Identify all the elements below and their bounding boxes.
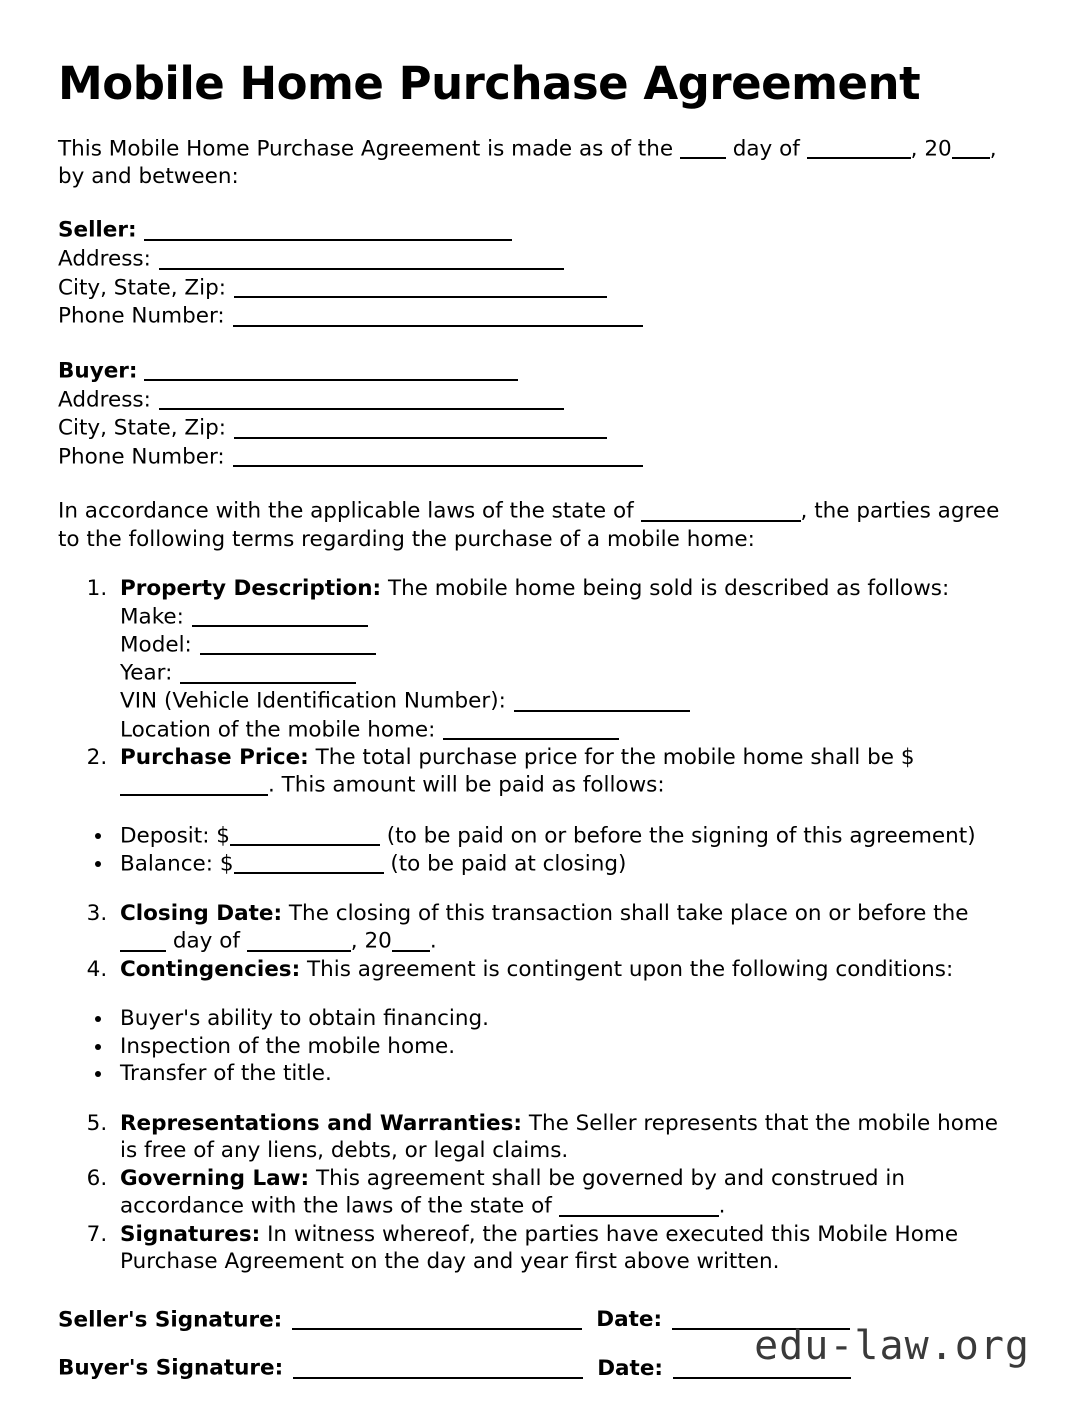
buyer-city-row [58, 414, 1013, 443]
make-label: Make: [120, 604, 184, 630]
list-item-financing: • Buyer's ability to obtain financing. [114, 1005, 1013, 1033]
contingency-bullets [58, 1005, 1013, 1088]
term-text-governing-after: . [718, 1194, 726, 1220]
term-title-purchase-price: Purchase Price: [120, 744, 309, 770]
intro-paragraph [58, 135, 1013, 191]
buyer-signature-label: Buyer's Signature: [58, 1355, 284, 1381]
buyer-address-blank[interactable] [159, 386, 564, 411]
seller-city-label: City, State, Zip: [58, 275, 226, 301]
seller-name-row [58, 216, 1013, 245]
term-item-property-description [114, 575, 1013, 744]
term-text-representations: The Seller represents that the mobile home is free of any liens, debts, or legal claims. [120, 1110, 999, 1164]
year-blank[interactable] [180, 659, 356, 684]
buyer-phone-blank[interactable] [233, 443, 643, 468]
terms-list [58, 575, 1013, 799]
intro-day-blank [680, 135, 726, 160]
term-title-contingencies: Contingencies: [120, 956, 301, 982]
seller-date-label: Date: [596, 1307, 663, 1333]
terms-list-continued-b [58, 1110, 1013, 1276]
seller-signature-blank[interactable] [292, 1306, 582, 1331]
list-item-title-transfer: • Transfer of the title. [114, 1060, 1013, 1088]
accordance-state-blank[interactable] [641, 497, 801, 522]
seller-phone-label: Phone Number: [58, 303, 225, 329]
seller-phone-row [58, 302, 1013, 331]
vin-row [120, 687, 1013, 715]
closing-month-blank[interactable] [247, 927, 351, 952]
vin-label: VIN (Vehicle Identification Number): [120, 689, 506, 715]
balance-blank[interactable] [234, 850, 384, 875]
model-blank[interactable] [200, 631, 376, 656]
location-row [120, 716, 1013, 744]
list-item-balance [114, 850, 1013, 878]
buyer-city-blank[interactable] [234, 414, 607, 439]
term-text-closing-mid: day of [166, 929, 247, 955]
governing-state-blank[interactable] [559, 1192, 719, 1217]
seller-city-blank[interactable] [234, 274, 607, 299]
intro-year-blank [952, 135, 990, 160]
intro-text-day-of: day of [725, 136, 807, 162]
make-row [120, 603, 1013, 631]
closing-day-blank[interactable] [120, 927, 166, 952]
model-row [120, 631, 1013, 659]
term-text-governing-before: This agreement shall be governed by and construed in accordance with the laws of the state of [120, 1165, 906, 1220]
buyer-name-row [58, 357, 1013, 386]
seller-address-blank[interactable] [159, 245, 564, 270]
year-row [120, 659, 1013, 687]
term-text-contingencies: This agreement is contingent upon the following conditions: [300, 956, 954, 982]
term-item-representations [114, 1110, 1013, 1165]
term-title-governing-law: Governing Law: [120, 1165, 310, 1191]
document-content [58, 57, 1013, 1403]
term-title-representations: Representations and Warranties: [120, 1110, 522, 1136]
vin-blank[interactable] [514, 687, 690, 712]
term-item-purchase-price [114, 744, 1013, 800]
seller-city-row [58, 274, 1013, 303]
purchase-price-blank[interactable] [120, 771, 268, 796]
term-title-signatures: Signatures: [120, 1221, 261, 1247]
list-item-deposit [114, 822, 1013, 850]
term-text-signatures: In witness whereof, the parties have executed this Mobile Home Purchase Agreement on the day and year first above written. [120, 1221, 959, 1275]
seller-phone-blank[interactable] [233, 302, 643, 327]
term-title-property-description: Property Description: [120, 576, 382, 602]
footer-watermark: edu-law.org [754, 1323, 1030, 1369]
deposit-note: (to be paid on or before the signing of this agreement) [379, 823, 976, 849]
term-text-closing-before: The closing of this transaction shall take place on or before the [282, 900, 969, 926]
accordance-paragraph [58, 497, 1013, 553]
term-text-purchase-price-before: The total purchase price for the mobile home shall be $ [308, 744, 915, 770]
buyer-block [58, 357, 1013, 472]
buyer-city-label: City, State, Zip: [58, 415, 226, 441]
make-blank[interactable] [192, 603, 368, 628]
property-fields [120, 603, 1013, 744]
balance-label: Balance: $ [120, 851, 234, 877]
location-blank[interactable] [443, 716, 619, 741]
deposit-label: Deposit: $ [120, 823, 230, 849]
intro-month-blank [807, 135, 911, 160]
buyer-phone-row [58, 443, 1013, 472]
term-text-property-description: The mobile home being sold is described as follows: [381, 576, 950, 602]
term-item-closing-date [114, 900, 1013, 956]
buyer-signature-blank[interactable] [293, 1354, 583, 1379]
seller-address-label: Address: [58, 246, 151, 272]
year-label: Year: [120, 660, 173, 686]
buyer-address-row [58, 386, 1013, 415]
page-title: Mobile Home Purchase Agreement [58, 57, 921, 110]
term-item-contingencies [114, 956, 1013, 984]
closing-year-blank[interactable] [392, 927, 430, 952]
term-text-purchase-price-after: . This amount will be paid as follows: [268, 773, 665, 799]
term-title-closing-date: Closing Date: [120, 900, 283, 926]
deposit-blank[interactable] [230, 822, 380, 847]
accordance-text-before: In accordance with the applicable laws of the state of [58, 499, 641, 525]
seller-label: Seller: [58, 218, 137, 244]
balance-note: (to be paid at closing) [383, 851, 627, 877]
buyer-phone-label: Phone Number: [58, 444, 225, 470]
term-item-signatures [114, 1221, 1013, 1276]
buyer-name-blank[interactable] [144, 357, 518, 382]
location-label: Location of the mobile home: [120, 717, 436, 743]
buyer-date-label: Date: [597, 1355, 663, 1381]
seller-name-blank[interactable] [144, 216, 512, 241]
term-text-closing-after: , 20 [350, 929, 392, 955]
intro-text-after-month: , 20 [910, 136, 952, 162]
intro-text-before: This Mobile Home Purchase Agreement is made as of the [58, 136, 680, 162]
seller-signature-label: Seller's Signature: [58, 1307, 283, 1333]
model-label: Model: [120, 632, 192, 658]
intro-text-tail: , by and between: [58, 136, 997, 189]
term-item-governing-law [114, 1165, 1013, 1221]
seller-block [58, 216, 1013, 331]
accordance-text-after: , the parties agree to the following terms regarding the purchase of a mobile home: [58, 499, 1000, 552]
list-item-inspection: • Inspection of the mobile home. [114, 1033, 1013, 1061]
seller-address-row [58, 245, 1013, 274]
buyer-address-label: Address: [58, 387, 151, 413]
terms-list-continued-a [58, 900, 1013, 983]
term-text-closing-end: . [429, 929, 437, 955]
payment-bullets [58, 822, 1013, 878]
buyer-label: Buyer: [58, 358, 138, 384]
